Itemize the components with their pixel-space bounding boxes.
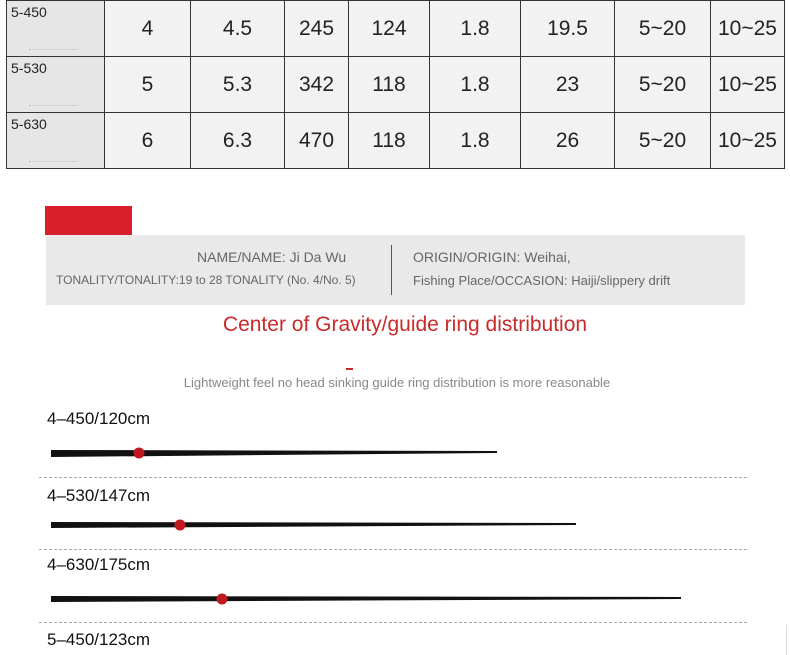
dashed-separator (39, 622, 747, 623)
length-cell: 5.3 (191, 57, 285, 113)
section-subtitle: Lightweight feel no head sinking guide ring distribution is more reasonable (183, 375, 611, 390)
rod-shaft (51, 450, 497, 457)
line-range-cell: 5~20 (615, 113, 711, 169)
section-count-cell: 4 (105, 1, 191, 57)
edge-mark (786, 625, 787, 655)
product-tonality: TONALITY/TONALITY:19 to 28 TONALITY (No. 4/No. 5) (56, 273, 356, 287)
closed-length-cell: 118 (349, 113, 430, 169)
model-cell (7, 113, 105, 169)
spec-row (7, 1, 785, 57)
product-origin: ORIGIN/ORIGIN: Weihai, (413, 249, 571, 265)
line-range-cell: 5~20 (615, 1, 711, 57)
section-count-cell: 5 (105, 57, 191, 113)
dashed-separator (39, 549, 747, 550)
rod-label-4-530: 4–530/147cm (47, 486, 151, 505)
model-cell (7, 57, 105, 113)
faded-mark (29, 161, 77, 165)
tip-diameter-cell: 1.8 (430, 1, 521, 57)
balance-point-marker (134, 448, 145, 459)
fishing-place: Fishing Place/OCCASION: Haiji/slippery drift (413, 273, 671, 288)
butt-diameter-cell: 26 (521, 113, 615, 169)
tip-diameter-cell: 1.8 (430, 113, 521, 169)
lure-range-cell: 10~25 (711, 1, 785, 57)
model-cell (7, 1, 105, 57)
weight-cell: 245 (285, 1, 349, 57)
rod-shaft (51, 596, 681, 602)
faded-mark (29, 105, 77, 109)
balance-point-marker (175, 520, 186, 531)
butt-diameter-cell: 23 (521, 57, 615, 113)
rod-diagram-4-530 (0, 512, 790, 538)
faded-mark (29, 49, 77, 53)
section-count-cell: 6 (105, 113, 191, 169)
model-name: 5-450 (11, 4, 47, 20)
length-cell: 6.3 (191, 113, 285, 169)
model-name: 5-630 (11, 116, 47, 132)
section-title: Center of Gravity/guide ring distribution (222, 313, 588, 336)
closed-length-cell: 118 (349, 57, 430, 113)
balance-point-marker (217, 594, 228, 605)
length-cell: 4.5 (191, 1, 285, 57)
weight-cell: 470 (285, 113, 349, 169)
spec-row (7, 113, 785, 169)
line-range-cell: 5~20 (615, 57, 711, 113)
product-name: NAME/NAME: Ji Da Wu (197, 249, 347, 265)
rod-label-4-630: 4–630/175cm (47, 555, 151, 574)
lure-range-cell: 10~25 (711, 57, 785, 113)
spec-row (7, 57, 785, 113)
butt-diameter-cell: 19.5 (521, 1, 615, 57)
product-info-box (46, 235, 745, 305)
red-accent-tab (45, 206, 132, 235)
lure-range-cell: 10~25 (711, 113, 785, 169)
tip-diameter-cell: 1.8 (430, 57, 521, 113)
rod-diagram-4-450 (0, 440, 790, 466)
spec-table (6, 0, 785, 169)
rod-shaft (51, 522, 576, 528)
closed-length-cell: 124 (349, 1, 430, 57)
rod-diagram-4-630 (0, 586, 790, 612)
rod-label-4-450: 4–450/120cm (47, 409, 151, 428)
dashed-separator (39, 477, 747, 478)
title-dash (346, 368, 353, 370)
info-divider (391, 245, 392, 295)
model-name: 5-530 (11, 60, 47, 76)
rod-label-5-450: 5–450/123cm (47, 630, 151, 649)
weight-cell: 342 (285, 57, 349, 113)
